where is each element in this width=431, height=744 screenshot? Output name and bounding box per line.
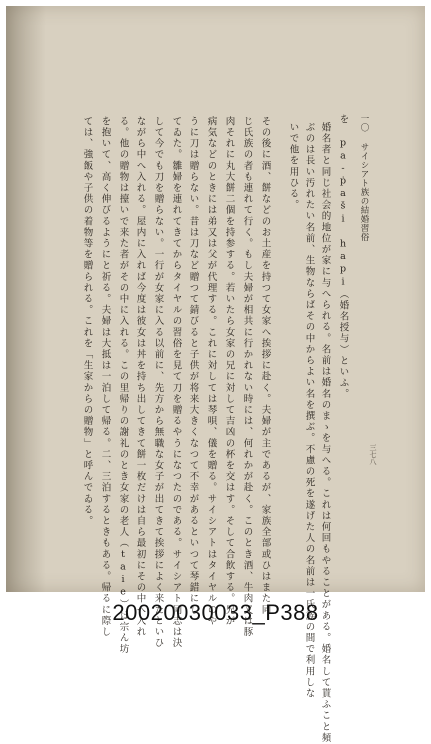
text-line: てゐた。雛婦を連れてきてからタイヤルの習俗を見て刀を贈るやうになつたのである。サイシアト同志は決 [170,116,182,649]
text-line: いで他を用ひる。 [287,122,299,211]
text-line: うに刀は贈らない。昔は刀など贈つて錆びると子供が将来大きくなつて不幸があるといつて琴錯にし [187,116,199,616]
text-line: 肉それに丸大餅二個を持参する。若いたら女家の兄に対して吉凶の杯を交はす。そして合飲する。兄が [223,116,235,627]
text-line: して今でも刀を贈らない。一行が女家に入る以前に、先方から無職な女子が出てきて挨拶によく来たといひ [152,116,164,649]
text-line: ぶのは長い汚れたい名前、生物ならばその中からよい名を撰ぶ。不慮の死を遂げた人の名前は一氏族の間で利用しな [303,122,315,700]
text-line: ては、強飯や子供の着物等を贈られる。これを「生家からの贈物」と呼んでゐる。 [81,116,93,527]
text-line: 病気などのときには弟又は父が代理する。これに対しては琴唄、儀を贈る。サイシアトはタイヤルのや [205,116,217,627]
text-line: 婚名者と同じ社会的地位が家に与へられる。名前は婚名のまゝを与へる。これは何回もやることがある。婚名して貰ふこと頻 [319,122,331,744]
text-line: じ氏族の者も連れて行く。もし夫婦が相共に行かれない時には、何れかが赴く。このとき酒、牛肉又は豚 [241,116,253,638]
page-number: 三七八 [369,444,377,465]
text-line: その後に酒、餅などのお土産を持つて女家へ挨拶に赴く。夫婦が主であるが、家族全部或ひはまた同 [259,116,271,616]
text-line: を pa-ṗaši hapi（婚名授与）といふ。 [337,114,349,400]
text-line: る。他の贈物は擡いで来た者がその中に入れる。この里帰りの謝礼のとき女家の老人（taie）は宗ん坊 [117,116,129,655]
text-line: ながら中へ入れる。屋内に入れば今度は彼女は丼を持ち出してきて餅一枚だけは自ら最初にその中へ入れ [134,116,146,638]
archive-caption: 20020030033_P388 [112,600,319,625]
chapter-header: 一〇 サイシアト族の結婚習俗 [359,114,369,242]
text-line: を抱いて、高く伸びるようにと祈る。夫婦は大抵は一泊して帰る。二、三泊するときもある。帰るに際し [99,116,111,638]
